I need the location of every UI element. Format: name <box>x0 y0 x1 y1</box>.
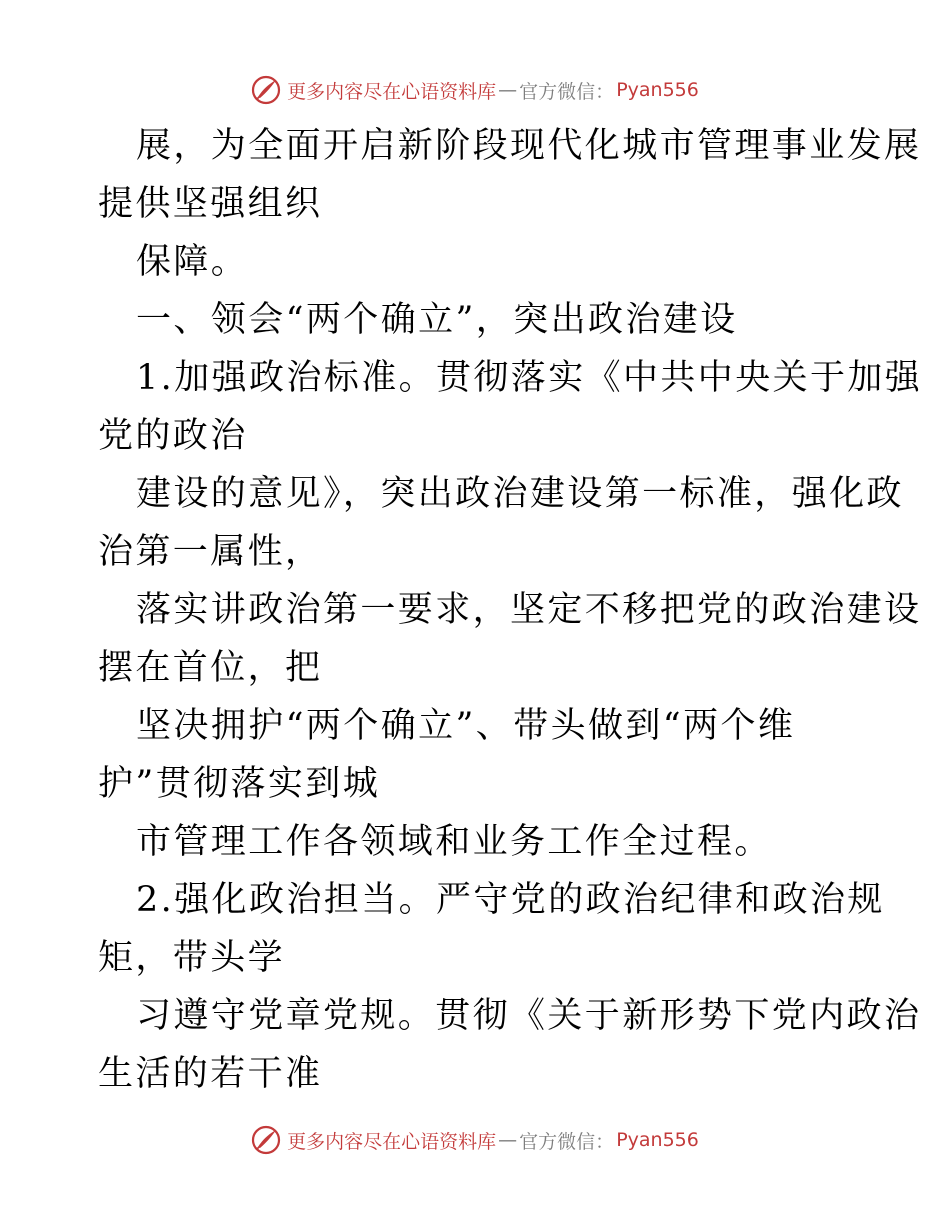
text-line: 市管理工作各领域和业务工作全过程。 <box>136 822 772 862</box>
text-line: 1.加强政治标准。贯彻落实《中共中央关于加强 <box>136 358 923 398</box>
text-line: 摆在首位，把 <box>98 648 323 688</box>
text-line: 党的政治 <box>98 416 248 456</box>
text-line: 建设的意见》，突出政治建设第一标准，强化政 <box>136 474 904 514</box>
watermark-label: 官方微信： <box>519 80 615 103</box>
watermark-site-text: 更多内容尽在心语资料库 <box>287 80 497 103</box>
watermark-id: Pyan556 <box>616 1129 699 1151</box>
text-line: 展，为全面开启新阶段现代化城市管理事业发展 <box>136 126 922 166</box>
text-line: 护”贯彻落实到城 <box>98 764 381 804</box>
text-line: 落实讲政治第一要求，坚定不移把党的政治建设 <box>136 590 922 630</box>
text-line: 生活的若干准 <box>98 1054 323 1094</box>
watermark-site-text: 更多内容尽在心语资料库 <box>287 1130 497 1153</box>
watermark-separator: — <box>498 79 518 101</box>
text-line: 提供坚强组织 <box>98 184 323 224</box>
section-heading: 一、领会“两个确立”，突出政治建设 <box>136 300 738 340</box>
watermark-separator: — <box>498 1129 518 1151</box>
watermark-label: 官方微信： <box>519 1130 615 1153</box>
watermark-id: Pyan556 <box>616 79 699 101</box>
text-line: 保障。 <box>136 242 249 282</box>
quill-pen-logo-icon <box>251 1125 281 1155</box>
text-line: 2.强化政治担当。严守党的政治纪律和政治规 <box>136 880 885 920</box>
text-line: 习遵守党章党规。贯彻《关于新形势下党内政治 <box>136 996 922 1036</box>
footer-watermark <box>0 1120 950 1160</box>
text-line: 矩，带头学 <box>98 938 286 978</box>
text-line: 治第一属性， <box>98 532 323 572</box>
text-line: 坚决拥护“两个确立”、带头做到“两个维 <box>136 706 796 746</box>
